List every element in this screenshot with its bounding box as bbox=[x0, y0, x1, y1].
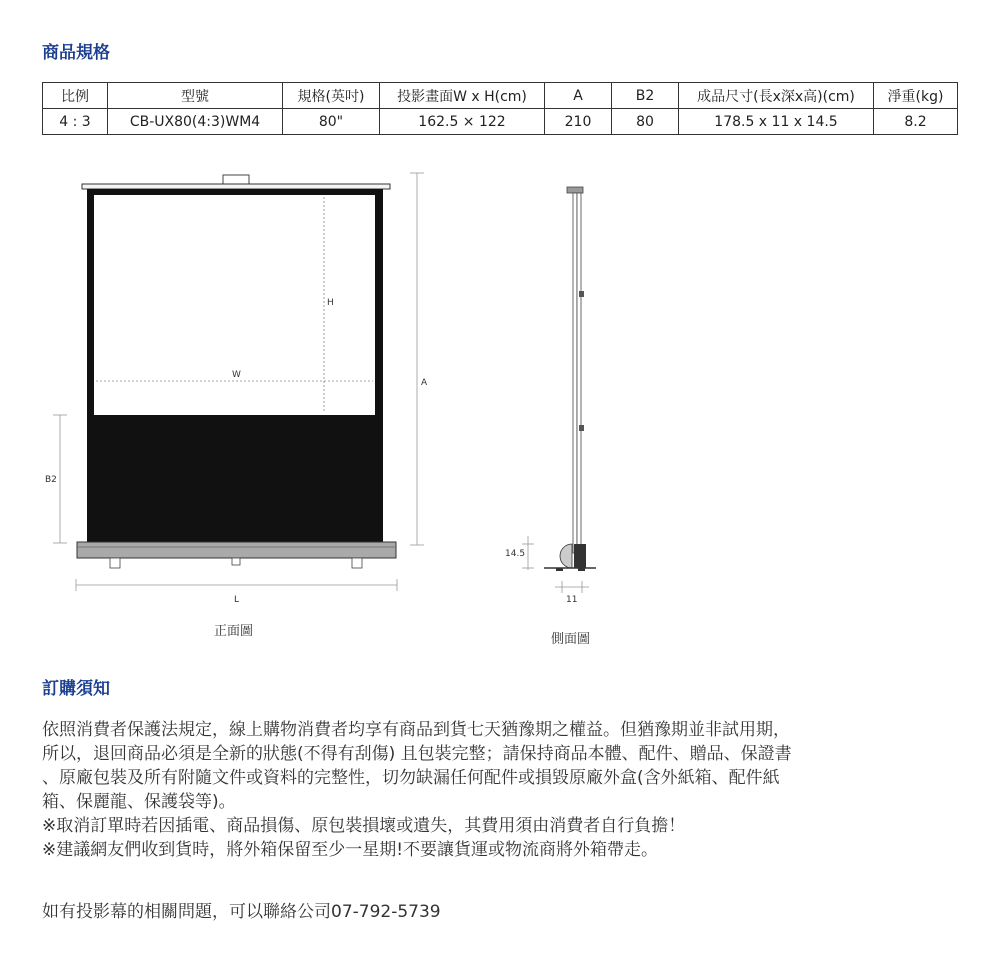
side-pole-back bbox=[577, 193, 581, 553]
a-label: A bbox=[421, 378, 428, 388]
spec-header-row bbox=[43, 83, 958, 109]
front-view-caption: 正面圖 bbox=[214, 624, 254, 639]
notice-line: ※建議網友們收到貨時，將外箱保留至少一星期!不要讓貨運或物流商將外箱帶走。 bbox=[42, 840, 659, 860]
side-top-cap bbox=[567, 187, 583, 193]
screen-diagram bbox=[0, 160, 1000, 660]
header-screen-wh: 投影畫面W x H(cm) bbox=[380, 83, 545, 109]
side-base-block bbox=[574, 544, 586, 568]
header-ratio: 比例 bbox=[43, 83, 108, 109]
header-dimensions: 成品尺寸(長x深x高)(cm) bbox=[679, 83, 874, 109]
side-view-caption: 側面圖 bbox=[551, 632, 591, 647]
side-base-roll bbox=[560, 544, 572, 568]
front-view bbox=[45, 173, 428, 639]
side-joint-lower bbox=[579, 425, 584, 431]
notice-line: 箱、保麗龍、保護袋等)。 bbox=[42, 792, 236, 812]
top-bar bbox=[82, 184, 390, 189]
base-foot-right bbox=[352, 558, 362, 568]
spec-data-row bbox=[43, 109, 958, 135]
notice-line: 依照消費者保護法規定，線上購物消費者均享有商品到貨七天猶豫期之權益。但猶豫期並非試用期， bbox=[42, 720, 790, 740]
notice-line: 、原廠包裝及所有附隨文件或資料的完整性，切勿缺漏任何配件或損毀原廠外盒(含外紙箱、配件紙 bbox=[42, 768, 780, 788]
base-case bbox=[77, 542, 396, 558]
cell-dimensions: 178.5 x 11 x 14.5 bbox=[679, 109, 874, 135]
cell-model: CB-UX80(4:3)WM4 bbox=[108, 109, 283, 135]
width-label: W bbox=[232, 370, 241, 380]
header-b2: B2 bbox=[612, 83, 679, 109]
cell-weight: 8.2 bbox=[874, 109, 958, 135]
contact-text: 如有投影幕的相關問題，可以聯絡公司07-792-5739 bbox=[42, 902, 441, 922]
l-label: L bbox=[234, 595, 240, 605]
header-model: 型號 bbox=[108, 83, 283, 109]
notice-line: ※取消訂單時若因插電、商品損傷、原包裝損壞或遺失，其費用須由消費者自行負擔！ bbox=[42, 816, 686, 836]
notice-body bbox=[42, 718, 972, 862]
cell-a: 210 bbox=[545, 109, 612, 135]
side-foot-left bbox=[556, 568, 563, 571]
notice-section-title: 訂購須知 bbox=[42, 679, 110, 699]
base-foot-center bbox=[232, 558, 240, 565]
side-height-label: 14.5 bbox=[505, 549, 526, 559]
header-a: A bbox=[545, 83, 612, 109]
cell-screen-wh: 162.5 × 122 bbox=[380, 109, 545, 135]
side-foot-right bbox=[578, 568, 585, 571]
side-pole-front bbox=[573, 193, 577, 553]
spec-section-title: 商品規格 bbox=[42, 43, 110, 63]
header-size: 規格(英吋) bbox=[283, 83, 380, 109]
notice-line: 所以，退回商品必須是全新的狀態(不得有刮傷) 且包裝完整；請保持商品本體、配件、贈品、保證書 bbox=[42, 744, 792, 764]
cell-b2: 80 bbox=[612, 109, 679, 135]
side-view bbox=[505, 187, 596, 647]
b2-label: B2 bbox=[45, 475, 57, 485]
side-joint-upper bbox=[579, 291, 584, 297]
height-label: H bbox=[327, 298, 334, 308]
spec-table bbox=[42, 82, 958, 135]
side-depth-label: 11 bbox=[566, 595, 578, 605]
cell-size: 80" bbox=[283, 109, 380, 135]
cell-ratio: 4 : 3 bbox=[43, 109, 108, 135]
base-foot-left bbox=[110, 558, 120, 568]
header-weight: 淨重(kg) bbox=[874, 83, 958, 109]
